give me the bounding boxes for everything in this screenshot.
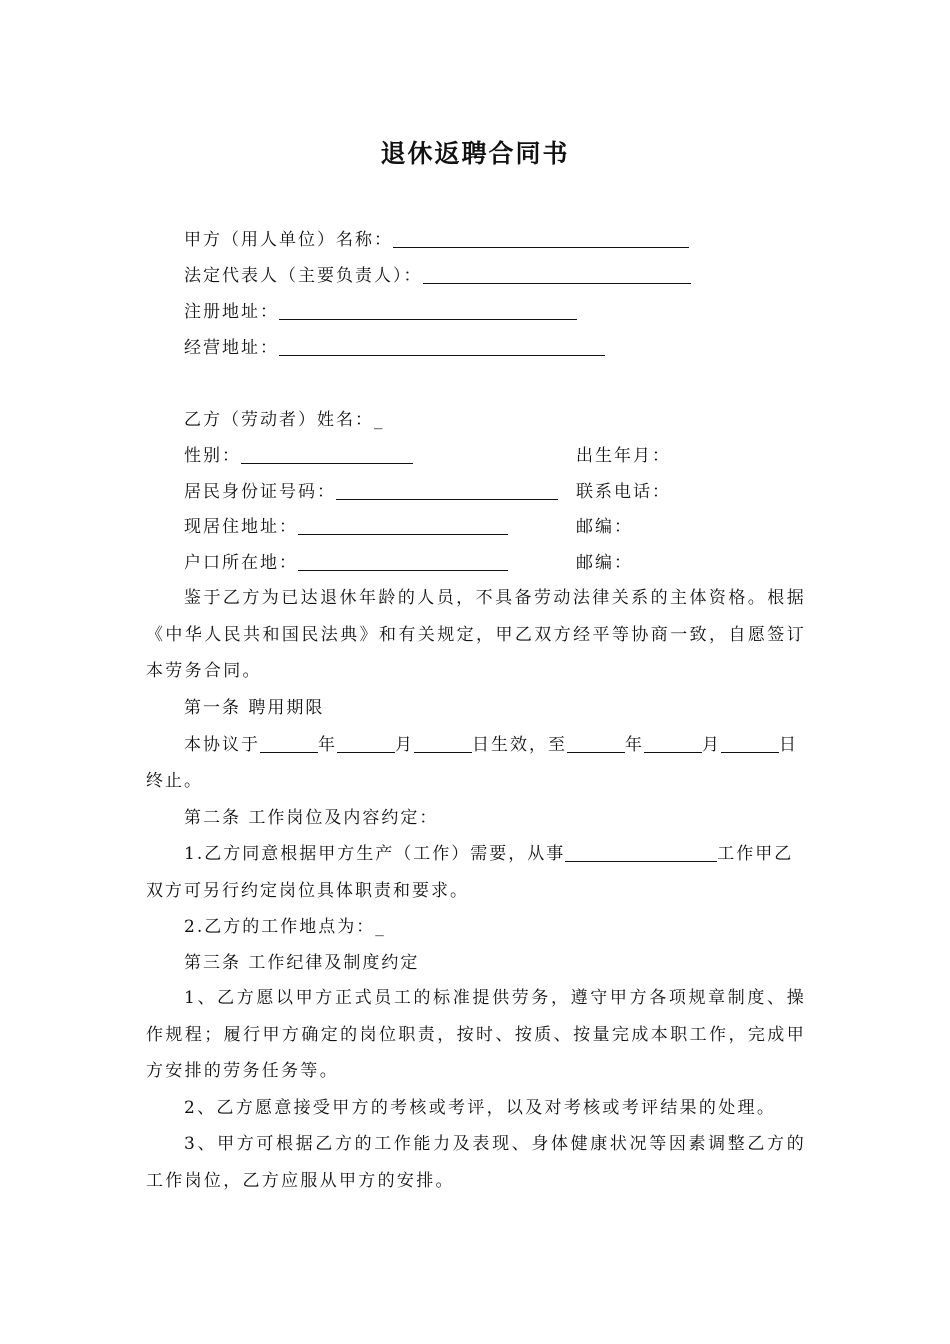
article-1-text-part: 本协议于 bbox=[184, 735, 260, 755]
article-3-item-2: 2、乙方愿意接受甲方的考核或考评，以及对考核或考评结果的处理。 bbox=[184, 1098, 777, 1118]
article-1-text-part: 日生效，至 bbox=[472, 735, 567, 755]
article-1-text-part: 年 bbox=[318, 735, 337, 755]
party-b-hukou-blank bbox=[298, 553, 508, 571]
party-a-biz-addr-blank bbox=[279, 338, 605, 356]
party-b-birth-label: 出生年月： bbox=[576, 446, 671, 466]
article-1-text-part: 日 bbox=[779, 735, 798, 755]
intro-paragraph: 鉴于乙方为已达退休年龄的人员，不具备劳动法律关系的主体资格。根据《中华人民共和国民法典》和有关规定，甲乙双方经平等协商一致，自愿签订本劳务合同。 bbox=[146, 588, 806, 681]
article-1-text-part: 月 bbox=[395, 735, 414, 755]
party-b-gender-blank bbox=[241, 446, 413, 464]
party-a-name-label: 甲方（用人单位）名称： bbox=[184, 230, 393, 250]
article-2-title: 第二条 工作岗位及内容约定： bbox=[184, 808, 439, 828]
party-a-reg-addr-row bbox=[184, 300, 577, 324]
article-2-item-1-text-b-start: 工作甲乙 bbox=[717, 844, 794, 864]
article-1-text-part: 年 bbox=[625, 735, 644, 755]
party-b-address-row bbox=[184, 515, 508, 539]
party-b-hukou-label: 户口所在地： bbox=[184, 553, 298, 573]
party-b-gender-row bbox=[184, 444, 413, 468]
party-b-gender-label: 性别： bbox=[184, 446, 241, 466]
article-1-text-part: 月 bbox=[702, 735, 721, 755]
article-1-title: 第一条 聘用期限 bbox=[184, 698, 325, 718]
article-3-item-3: 3、甲方可根据乙方的工作能力及表现、身体健康状况等因素调整乙方的工作岗位，乙方应服从甲方的安排。 bbox=[146, 1134, 806, 1191]
start-day-blank bbox=[414, 735, 472, 753]
party-b-name-row bbox=[184, 408, 385, 432]
end-day-blank bbox=[721, 735, 779, 753]
end-year-blank bbox=[567, 735, 625, 753]
party-b-address-blank bbox=[298, 517, 508, 535]
article-2-item-1-text-a: 1.乙方同意根据甲方生产（工作）需要，从事 bbox=[184, 844, 566, 864]
article-2-item-1-row-2: 双方可另行约定岗位具体职责和要求。 bbox=[146, 881, 469, 901]
party-a-biz-addr-row bbox=[184, 336, 605, 360]
article-3-title: 第三条 工作纪律及制度约定 bbox=[184, 953, 420, 973]
party-b-hukou-row bbox=[184, 551, 508, 575]
end-month-blank bbox=[644, 735, 702, 753]
party-b-address-label: 现居住地址： bbox=[184, 517, 298, 537]
party-a-rep-blank bbox=[423, 266, 691, 284]
article-3-item-1: 1、乙方愿以甲方正式员工的标准提供劳务，遵守甲方各项规章制度、操作规程；履行甲方确定的岗位职责，按时、按质、按量完成本职工作，完成甲方安排的劳务任务等。 bbox=[146, 988, 806, 1081]
job-content-blank bbox=[565, 844, 717, 862]
party-a-rep-row bbox=[184, 264, 691, 288]
article-1-text-end: 终止。 bbox=[146, 771, 203, 791]
article-2-item-2: 2.乙方的工作地点为：_ bbox=[184, 917, 386, 937]
party-b-postcode-label-1: 邮编： bbox=[576, 517, 633, 537]
party-a-reg-addr-blank bbox=[279, 302, 577, 320]
party-b-postcode-label-2: 邮编： bbox=[576, 553, 633, 573]
party-a-biz-addr-label: 经营地址： bbox=[184, 338, 279, 358]
article-2-item-1-row bbox=[184, 842, 793, 866]
party-b-id-row bbox=[184, 480, 558, 504]
party-a-rep-label: 法定代表人（主要负责人）： bbox=[184, 266, 423, 286]
party-b-id-blank bbox=[336, 482, 558, 500]
party-a-name-blank bbox=[393, 230, 689, 248]
article-1-text-row bbox=[184, 733, 798, 757]
document-title: 退休返聘合同书 bbox=[380, 139, 570, 168]
party-a-name-row bbox=[184, 228, 689, 252]
start-month-blank bbox=[337, 735, 395, 753]
party-b-id-label: 居民身份证号码： bbox=[184, 482, 336, 502]
party-b-name-label: 乙方（劳动者）姓名：_ bbox=[184, 410, 385, 430]
party-b-phone-label: 联系电话： bbox=[576, 482, 671, 502]
start-year-blank bbox=[260, 735, 318, 753]
party-a-reg-addr-label: 注册地址： bbox=[184, 302, 279, 322]
